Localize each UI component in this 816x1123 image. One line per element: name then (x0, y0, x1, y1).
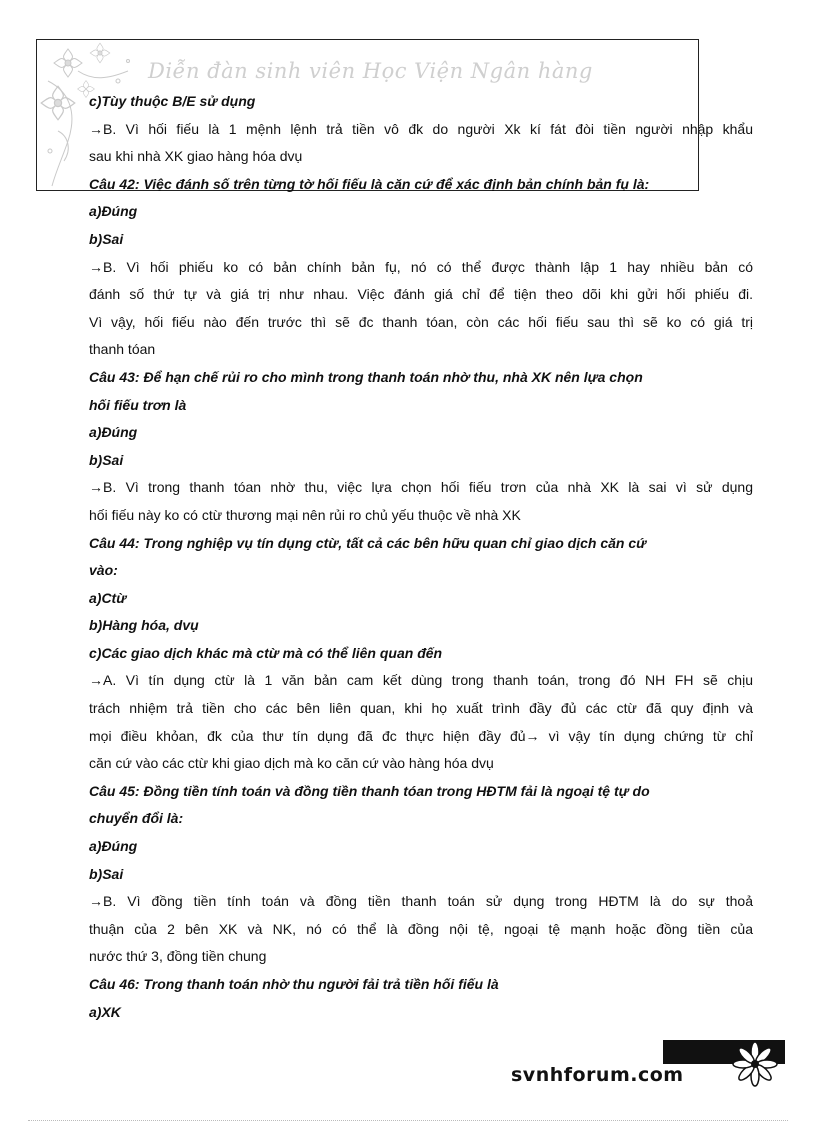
answer-line: sau khi nhà XK giao hàng hóa dvụ (89, 148, 303, 165)
question-line: Câu 42: Việc đánh số trên từng tờ hối fiếu là căn cứ để xác định bản chính bản fụ là: (89, 175, 650, 192)
document-body (89, 88, 753, 1026)
forum-banner: Diễn đàn sinh viên Học Viện Ngân hàng (148, 59, 593, 83)
question-line: Câu 43: Để hạn chế rủi ro cho mình trong thanh toán nhờ thu, nhà XK nên lựa chọn (89, 368, 643, 385)
question-line: chuyển đổi là: (89, 810, 184, 827)
answer-line: hối fiếu này ko có ctừ thương mại nên rủi ro chủ yếu thuộc về nhà XK (89, 506, 521, 523)
question-line: b)Sai (89, 230, 124, 247)
answer-line: thanh tóan (89, 341, 156, 358)
question-line: a)Đúng (89, 838, 138, 855)
question-line: b)Hàng hóa, dvụ (89, 617, 199, 634)
question-line: b)Sai (89, 865, 124, 882)
answer-line: căn cứ vào các ctừ khi giao dịch mà ko căn cứ vào hàng hóa dvụ (89, 755, 494, 772)
question-line: c)Tùy thuộc B/E sử dụng (89, 93, 256, 109)
question-line: c)Các giao dịch khác mà ctừ mà có thể liên quan đến (89, 644, 443, 661)
question-line: b)Sai (89, 451, 124, 468)
question-line: a)XK (89, 1003, 121, 1020)
question-line: a)Đúng (89, 203, 138, 220)
question-line: vào: (89, 562, 118, 579)
question-line: Câu 45: Đồng tiền tính toán và đồng tiền thanh tóan trong HĐTM fải là ngoại tệ tự do (89, 782, 650, 799)
answer-line: →B. Vì trong thanh tóan nhờ thu, việc lựa chọn hối fiếu trơn của nhà XK là sai vì sử dụng (89, 479, 753, 496)
answer-line: thuận của 2 bên XK và NK, nó có thể là đồng nội tệ, ngoại tệ mạnh hoặc đồng tiền của (89, 920, 753, 937)
answer-line: nước thứ 3, đồng tiền chung (89, 948, 267, 965)
question-line: a)Ctừ (89, 589, 127, 606)
answer-line: Vì vậy, hối fiếu nào đến trước thì sẽ đc thanh tóan, còn các hối fiếu sau thì sẽ ko có giá trị (89, 313, 753, 330)
answer-line: →B. Vì hối fiếu là 1 mệnh lệnh trả tiền vô đk do người Xk kí fát đòi tiền người nhập khẩu (89, 120, 753, 137)
flower-logo-icon (725, 1040, 783, 1088)
answer-line: →B. Vì hối phiếu ko có bản chính bản fụ, nó có thể được thành lập 1 hay nhiều bản có (89, 258, 753, 275)
question-line: Câu 46: Trong thanh toán nhờ thu người fải trả tiền hối fiếu là (89, 976, 499, 992)
question-line: Câu 44: Trong nghiệp vụ tín dụng ctừ, tất cả các bên hữu quan chỉ giao dịch căn cứ (89, 534, 647, 551)
answer-line: →B. Vì đồng tiền tính toán và đồng tiền thanh toán sử dụng trong HĐTM là do sự thoả (89, 893, 753, 910)
footer-divider (28, 1120, 788, 1121)
footer-site-name: svnhforum.com (511, 1064, 684, 1086)
answer-line: mọi điều khỏan, đk của thư tín dụng đã đc thực hiện đầy đủ→ vì vậy tín dụng chứng từ chỉ (89, 727, 753, 744)
answer-line: →A. Vì tín dụng ctừ là 1 văn bản cam kết dùng trong thanh toán, trong đó NH FH sẽ chịu (89, 672, 753, 689)
question-line: hối fiếu trơn là (89, 396, 187, 413)
question-line: a)Đúng (89, 424, 138, 441)
answer-line: trách nhiệm trả tiền cho các bên liên quan, khi họ xuất trình đầy đủ các ctừ đã quy định và (89, 700, 753, 717)
answer-line: đánh số thứ tự và giá trị như nhau. Việc đánh giá chỉ để tiện theo dõi khi gửi hối phiếu đi. (89, 286, 753, 303)
